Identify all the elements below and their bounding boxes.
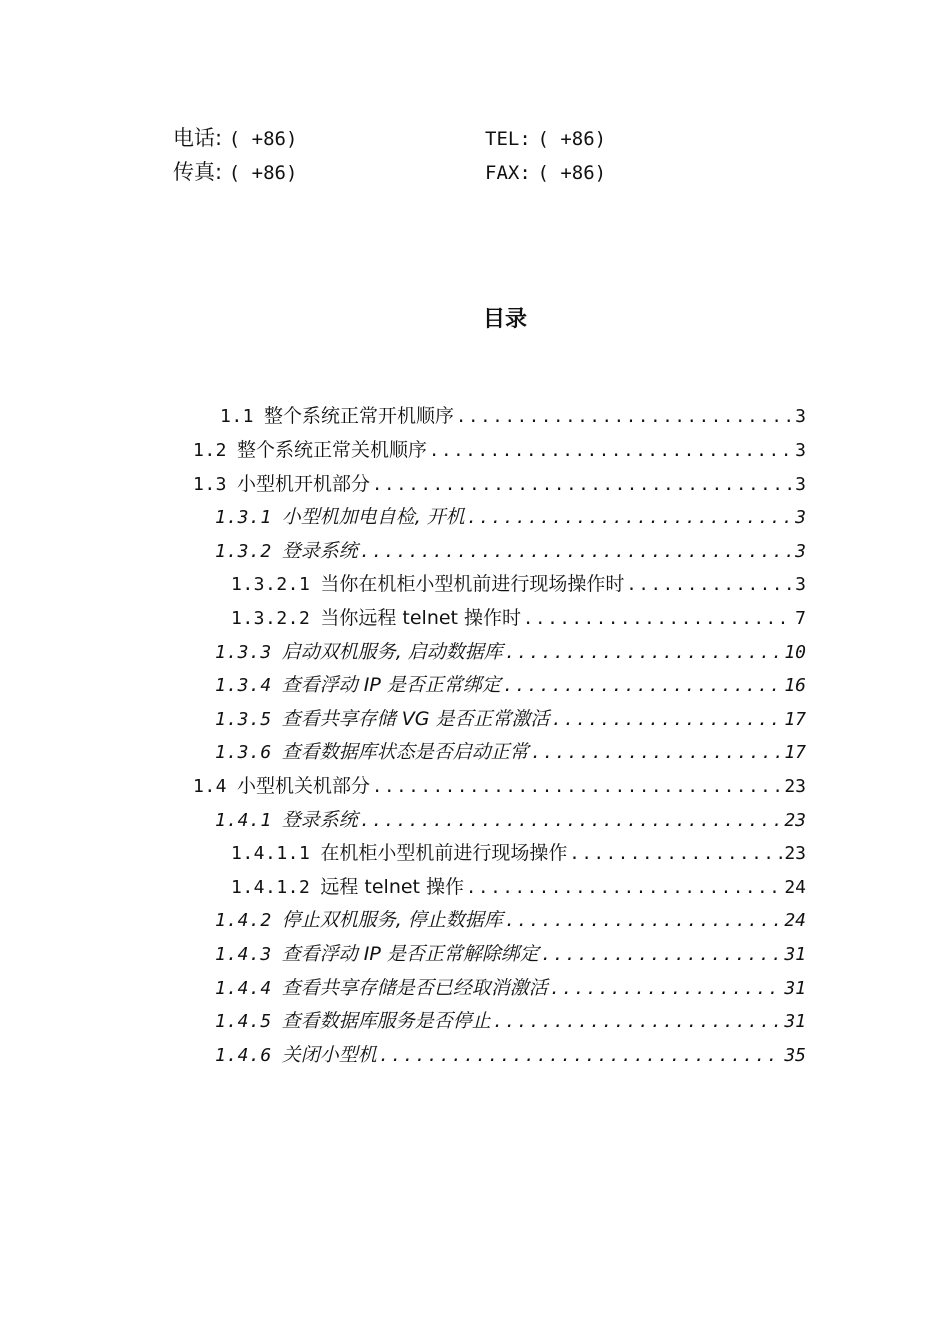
toc-page-number: 3 — [795, 406, 806, 427]
toc-entry-title: 停止双机服务, 停止数据库 — [281, 909, 503, 931]
toc-entry-title: 查看浮动 IP 是否正常解除绑定 — [281, 943, 539, 965]
toc-page-number: 24 — [784, 910, 806, 931]
toc-page-number: 31 — [784, 1011, 806, 1032]
tel-value: ( +86) — [537, 128, 607, 150]
toc-entry-title: 查看共享存储是否已经取消激活 — [281, 977, 548, 999]
toc-entry-number: 1.3.5 — [215, 709, 272, 730]
toc-entry-title: 查看数据库状态是否启动正常 — [281, 741, 529, 763]
toc-entry[interactable] — [231, 568, 806, 600]
toc-entry[interactable] — [215, 1005, 806, 1037]
tel-label: TEL: — [485, 128, 531, 150]
toc-page-number: 10 — [784, 642, 806, 663]
toc-dot-leader — [552, 704, 783, 736]
toc-page-number: 17 — [784, 742, 806, 763]
toc-entry-title: 查看数据库服务是否停止 — [281, 1010, 491, 1032]
toc-entry[interactable] — [215, 669, 806, 701]
toc-entry-number: 1.4.1.2 — [231, 877, 311, 898]
toc-entry-title: 启动双机服务, 启动数据库 — [281, 641, 503, 663]
phone-value: ( +86) — [228, 128, 298, 150]
toc-entry[interactable] — [215, 636, 806, 668]
contact-fax-cn — [173, 159, 297, 186]
contact-phone-cn — [173, 125, 297, 152]
toc-entry-title: 整个系统正常开机顺序 — [264, 405, 455, 427]
toc-page-number: 31 — [784, 978, 806, 999]
toc-entry[interactable] — [215, 938, 806, 970]
toc-entry[interactable] — [220, 400, 806, 432]
phone-label: 电话: — [173, 126, 223, 150]
toc-entry[interactable] — [215, 535, 806, 567]
contact-tel-en — [485, 125, 606, 152]
toc-entry[interactable] — [215, 1039, 806, 1071]
toc-dot-leader — [360, 536, 793, 568]
toc-entry-number: 1.4 — [193, 776, 228, 797]
toc-entry-number: 1.4.3 — [215, 944, 272, 965]
toc-entry-title: 小型机关机部分 — [237, 775, 371, 797]
toc-entry[interactable] — [215, 904, 806, 936]
toc-entry[interactable] — [193, 468, 806, 500]
toc-dot-leader — [505, 905, 783, 937]
toc-page-number: 3 — [795, 474, 806, 495]
toc-entry[interactable] — [215, 736, 806, 768]
toc-page-number: 23 — [784, 776, 806, 797]
toc-entry[interactable] — [231, 602, 806, 634]
toc-entry-number: 1.4.1.1 — [231, 843, 311, 864]
toc-title: 目录 — [482, 307, 527, 332]
toc-dot-leader — [493, 1006, 783, 1038]
toc-page-number: 3 — [795, 440, 806, 461]
toc-entry-title: 登录系统 — [281, 809, 358, 831]
toc-entry-number: 1.3.2 — [215, 541, 272, 562]
fax-cn-label: 传真: — [173, 160, 223, 184]
toc-dot-leader — [569, 838, 782, 870]
toc-page-number: 31 — [784, 944, 806, 965]
toc-entry[interactable] — [193, 434, 806, 466]
toc-entry[interactable] — [215, 972, 806, 1004]
toc-page-number: 3 — [795, 507, 806, 528]
toc-dot-leader — [466, 872, 782, 904]
toc-dot-leader — [541, 939, 782, 971]
toc-entry-title: 当你远程 telnet 操作时 — [320, 607, 522, 629]
toc-entry-title: 查看共享存储 VG 是否正常激活 — [281, 708, 550, 730]
toc-entry-number: 1.4.6 — [215, 1045, 272, 1066]
fax-cn-value: ( +86) — [228, 162, 298, 184]
toc-page-number: 23 — [784, 843, 806, 864]
toc-page-number: 3 — [795, 574, 806, 595]
toc-entry-number: 1.3 — [193, 474, 228, 495]
toc-page-number: 35 — [784, 1045, 806, 1066]
toc-dot-leader — [503, 670, 782, 702]
toc-page-number: 7 — [795, 608, 806, 629]
toc-entry-title: 登录系统 — [281, 540, 358, 562]
toc-dot-leader — [523, 603, 793, 635]
toc-entry[interactable] — [231, 871, 806, 903]
toc-entry-title: 小型机加电自检, 开机 — [281, 506, 465, 528]
toc-entry-title: 关闭小型机 — [281, 1044, 377, 1066]
toc-entry-number: 1.4.5 — [215, 1011, 272, 1032]
toc-entry-title: 查看浮动 IP 是否正常绑定 — [281, 674, 501, 696]
toc-entry[interactable] — [215, 501, 806, 533]
contact-fax-en — [485, 159, 606, 186]
toc-dot-leader — [467, 502, 793, 534]
toc-entry[interactable] — [193, 770, 806, 802]
toc-entry-number: 1.3.1 — [215, 507, 272, 528]
toc-dot-leader — [379, 1040, 783, 1072]
toc-dot-leader — [372, 771, 782, 803]
toc-dot-leader — [456, 401, 793, 433]
toc-entry-number: 1.3.6 — [215, 742, 272, 763]
toc-entry-number: 1.2 — [193, 440, 228, 461]
toc-page-number: 23 — [784, 810, 806, 831]
toc-entry-number: 1.3.4 — [215, 675, 272, 696]
toc-dot-leader — [531, 737, 783, 769]
toc-dot-leader — [372, 469, 793, 501]
toc-dot-leader — [626, 569, 793, 601]
toc-page-number: 3 — [795, 541, 806, 562]
toc-entry-title: 远程 telnet 操作 — [320, 876, 465, 898]
toc-entry-number: 1.3.3 — [215, 642, 272, 663]
toc-dot-leader — [550, 973, 783, 1005]
fax-label: FAX: — [485, 162, 531, 184]
toc-entry-number: 1.1 — [220, 406, 255, 427]
toc-entry-number: 1.4.2 — [215, 910, 272, 931]
toc-entry-number: 1.4.1 — [215, 810, 272, 831]
toc-entry-title: 整个系统正常关机顺序 — [237, 439, 428, 461]
toc-entry[interactable] — [231, 837, 806, 869]
toc-page-number: 24 — [784, 877, 806, 898]
fax-value: ( +86) — [537, 162, 607, 184]
toc-entry-number: 1.3.2.2 — [231, 608, 311, 629]
toc-page-number: 17 — [784, 709, 806, 730]
toc-dot-leader — [505, 637, 783, 669]
toc-entry-title: 在机柜小型机前进行现场操作 — [320, 842, 568, 864]
toc-dot-leader — [360, 805, 783, 837]
toc-dot-leader — [429, 435, 793, 467]
toc-page-number: 16 — [784, 675, 806, 696]
toc-entry-number: 1.4.4 — [215, 978, 272, 999]
toc-entry-title: 当你在机柜小型机前进行现场操作时 — [320, 573, 625, 595]
toc-entry-number: 1.3.2.1 — [231, 574, 311, 595]
toc-entry[interactable] — [215, 703, 806, 735]
toc-entry[interactable] — [215, 804, 806, 836]
toc-entry-title: 小型机开机部分 — [237, 473, 371, 495]
